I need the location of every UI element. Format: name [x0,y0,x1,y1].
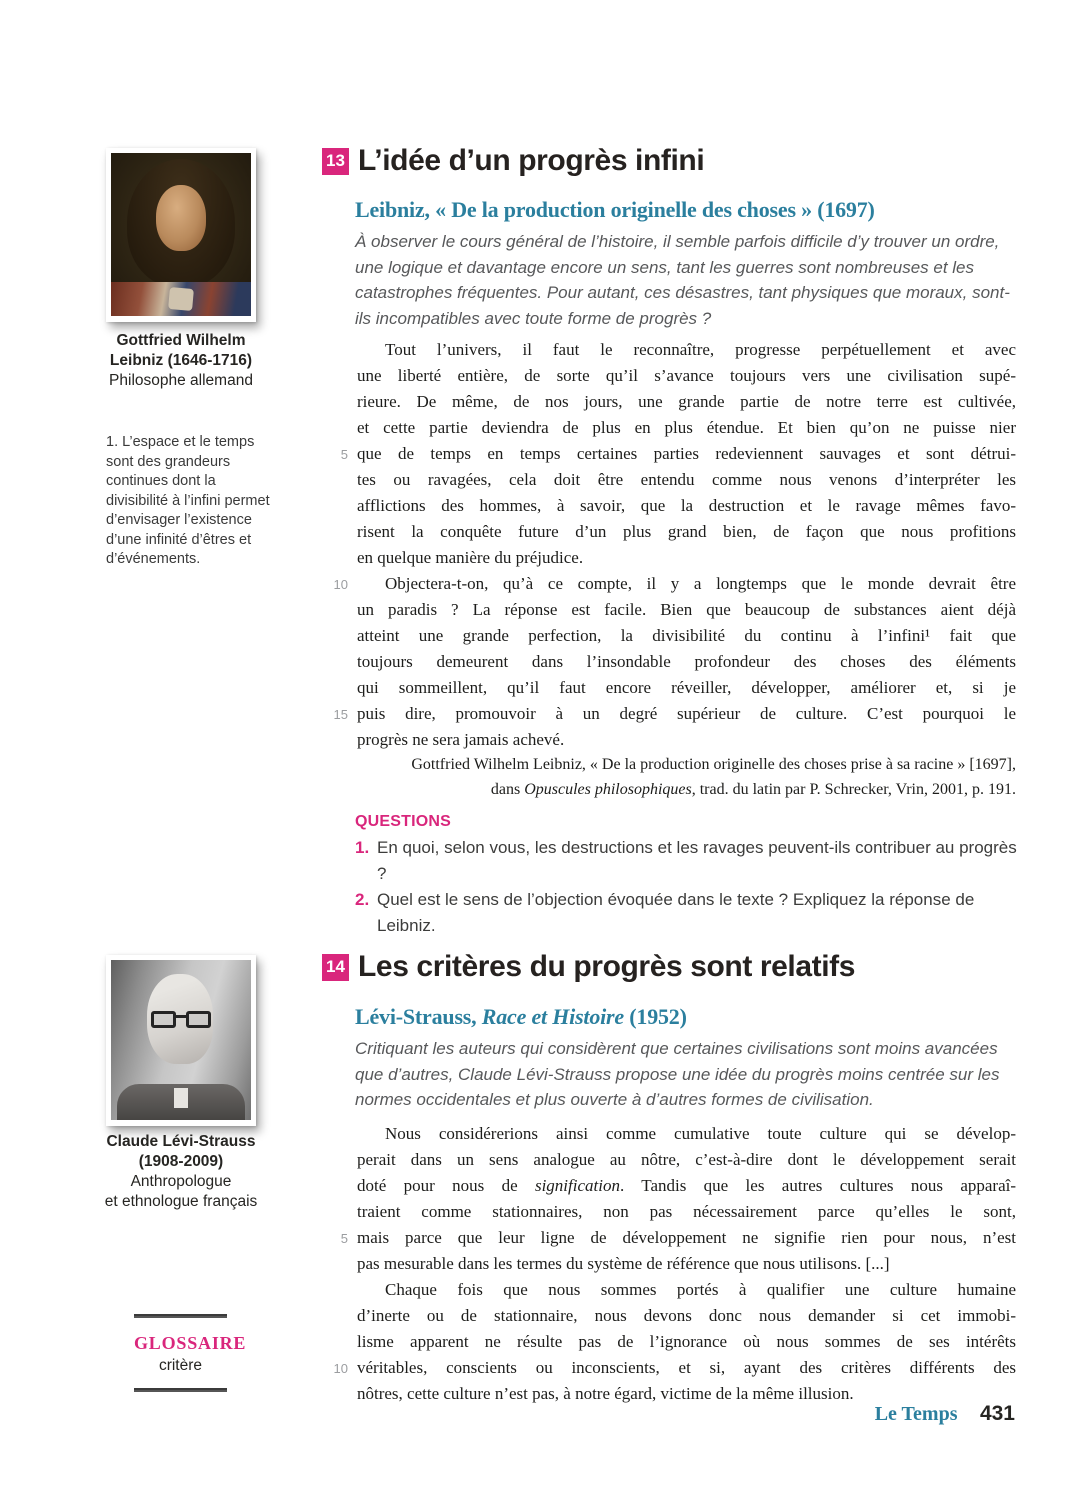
excerpt-line [322,1355,1016,1381]
excerpt-line [322,415,1016,441]
line-number: 5 [340,447,348,462]
line-number [322,675,348,701]
excerpt-line [322,441,1016,467]
excerpt-line-text: traient comme stationnaires, non pas nécessairement parce qu’elles le sont, [357,1202,1016,1221]
caption-name-line: Gottfried Wilhelm [116,332,246,349]
line-number [322,649,348,675]
excerpt-line-text: mais parce que leur ligne de développement ne signifie rien pour nous, n’est [357,1228,1016,1247]
line-number: 15 [333,707,348,722]
doc-13-header [322,144,704,178]
line-number [322,1121,348,1147]
line-number [322,545,348,571]
doc-13-number-badge: 13 [322,148,349,175]
glasses-bridge [176,1015,186,1018]
line-number [322,493,348,519]
caption-role-line: Anthropologue [130,1173,232,1190]
excerpt-line-text: perait dans un sens analogue au nôtre, c’est-à-dire dont le développement serait [357,1150,1016,1169]
levi-strauss-caption-name [95,1132,267,1172]
line-number [322,389,348,415]
glasses-left-lens [151,1011,176,1028]
levi-strauss-caption-role [95,1172,267,1212]
glossary-top-rule [134,1314,227,1318]
leibniz-caption-name [95,331,267,371]
footer-page-number: 431 [979,1402,1015,1425]
line-number [322,363,348,389]
excerpt-line [322,1121,1016,1147]
line-number [322,337,348,363]
excerpt-line [322,1329,1016,1355]
caption-name-line: Leibniz (1646-1716) [109,352,253,369]
doc-14-excerpt [322,1121,1016,1407]
excerpt-line-text: progrès ne sera jamais achevé. [357,730,565,749]
leibniz-caption-role [95,371,267,391]
doc-13-source-heading: Leibniz, « De la production originelle des choses » (1697) [355,197,875,222]
excerpt-line-text: véritables, conscients ou inconscients, et si, ayant des critères différents des [357,1358,1016,1377]
excerpt-line-text: qui sommeillent, qu’il faut encore réveiller, développer, améliorer et, si je [357,678,1016,697]
excerpt-line-text: Nous considérerions ainsi comme cumulative toute culture qui se dévelop- [385,1124,1016,1143]
excerpt-line [322,701,1016,727]
excerpt-line [322,1199,1016,1225]
glossary-term: critère [158,1357,203,1374]
line-number [322,597,348,623]
caption-name-line: Claude Lévi-Strauss [106,1133,256,1150]
excerpt-line-text: Chaque fois que nous sommes portés à qualifier une culture humaine [385,1280,1016,1299]
line-number [322,1329,348,1355]
excerpt-line [322,337,1016,363]
doc-13-excerpt [322,337,1016,753]
excerpt-line [322,727,1016,753]
excerpt-line [322,623,1016,649]
excerpt-line [322,389,1016,415]
excerpt-line [322,1303,1016,1329]
citation-line: Gottfried Wilhelm Leibniz, « De la production originelle des choses prise à sa racine » [1697], [411,756,1016,773]
line-number [322,1147,348,1173]
question-text: En quoi, selon vous, les destructions et les ravages peuvent-ils contribuer au progrès ? [377,838,1017,883]
excerpt-line [322,1277,1016,1303]
question-item [355,887,1019,939]
question-item [355,835,1019,887]
line-number: 10 [333,577,348,592]
doc-13-title: L’idée d’un progrès infini [358,144,705,177]
line-number [322,1251,348,1277]
doc-14-header [322,950,855,984]
excerpt-line-text: afflictions des hommes, à savoir, que la destruction et le ravage mêmes favo- [357,496,1016,515]
excerpt-line-text: rieure. De même, de nos jours, une grande partie de notre terre est cultivée, [357,392,1016,411]
caption-role-line: et ethnologue français [104,1193,258,1210]
excerpt-line [322,545,1016,571]
line-number [322,467,348,493]
doc-13-questions [355,813,1019,939]
portrait-collar-shape [174,1088,188,1108]
doc-14-number-badge: 14 [322,954,349,981]
line-number [322,519,348,545]
excerpt-line [322,1225,1016,1251]
line-number [322,415,348,441]
excerpt-line-text: Objectera-t-on, qu’à ce compte, il y a longtemps que le monde devrait être [385,574,1016,593]
questions-label: QUESTIONS [355,813,452,830]
excerpt-line-text: nôtres, cette culture n’est pas, à notre égard, victime de la même illusion. [357,1384,854,1403]
line-number [322,1199,348,1225]
excerpt-line [322,1147,1016,1173]
doc-14-source-heading: Lévi-Strauss, Race et Histoire (1952) [355,1004,687,1029]
excerpt-line-text: et cette partie deviendra de plus en plus étendue. Et bien qu’on ne puisse nier [357,418,1016,437]
leibniz-portrait-image [111,153,251,316]
glossary-block [134,1314,247,1392]
excerpt-line-text: risent la conquête future d’un plus grand bien, de façon que nous profitions [357,522,1016,541]
excerpt-line [322,363,1016,389]
citation-line: dans Opuscules philosophiques, trad. du latin par P. Schrecker, Vrin, 2001, p. 191. [490,781,1016,798]
footnote-1-definition: 1. L’espace et le temps sont des grandeurs continues dont la divisibilité à l’infini permet d’envisager l’existence d’une infinité d’êtres et d’événements. [106,434,270,567]
footer-chapter-label: Le Temps [874,1403,958,1425]
question-number: 1. [355,838,370,857]
excerpt-line-text: une liberté entière, de sorte qu’il s’avance toujours vers une civilisation supé- [357,366,1016,385]
leibniz-portrait-frame [106,148,256,322]
line-number [322,727,348,753]
question-text: Quel est le sens de l’objection évoquée dans le texte ? Expliquez la réponse de Leibniz. [377,890,975,935]
doc-13-citation [300,752,1016,802]
excerpt-line-text: un paradis ? La réponse est facile. Bien que beaucoup de substances aient déjà [357,600,1016,619]
excerpt-line-text: d’inerte ou de stationnaire, nous devons donc nous demander si cet immobi- [357,1306,1016,1325]
excerpt-line [322,675,1016,701]
excerpt-line [322,571,1016,597]
glasses-shape [151,1011,211,1031]
levi-strauss-portrait-frame [106,955,256,1126]
excerpt-line [322,519,1016,545]
excerpt-line-text: tes ou ravagées, cela doit être entendu comme nous venons d’interpréter les [357,470,1016,489]
excerpt-line [322,649,1016,675]
excerpt-line [322,597,1016,623]
excerpt-line-text: en quelque manière du préjudice. [357,548,584,567]
excerpt-line [322,493,1016,519]
page-footer [322,1402,1015,1426]
line-number [322,623,348,649]
portrait-cravat-shape [168,287,194,311]
caption-name-line: (1908-2009) [138,1153,224,1170]
line-number [322,1173,348,1199]
excerpt-line-text: Tout l’univers, il faut le reconnaître, progresse perpétuellement et avec [385,340,1016,359]
excerpt-line-text: toujours demeurent dans l’insondable profondeur des choses des éléments [357,652,1016,671]
line-number [322,1277,348,1303]
line-number: 5 [340,1231,348,1246]
leibniz-caption [95,331,267,391]
question-number: 2. [355,890,370,909]
caption-role-line: Philosophe allemand [109,372,253,389]
excerpt-line [322,1251,1016,1277]
levi-strauss-portrait-image [111,960,251,1120]
excerpt-line-text: atteint une grande perfection, la divisibilité du continu à l’infini¹ fait que [357,626,1016,645]
excerpt-line-text: pas mesurable dans les termes du système de référence que nous utilisons. [...] [357,1254,890,1273]
line-number [322,1303,348,1329]
line-number: 10 [333,1361,348,1376]
doc-13-chapeau: À observer le cours général de l’histoire, il semble parfois difficile d’y trouver un ordre, une logique et davantage encore un sens, tant les guerres sont nombreuses et les catastrophes fréquentes. Pour autant, ces désastres, tant physiques que moraux, sont-ils incompatibles avec toute forme de progrès ? [355,232,1010,328]
excerpt-line-text: que de temps en temps certaines parties redeviennent sauvages et sont détrui- [357,444,1016,463]
excerpt-line-text: doté pour nous de signification. Tandis que les autres cultures nous apparaî- [357,1176,1016,1195]
excerpt-line-text: lisme apparent ne résulte pas de l’ignorance où nous sommes de ses intérêts [357,1332,1016,1351]
excerpt-line-text: puis dire, promouvoir à un degré supérieur de culture. C’est pourquoi le [357,704,1016,723]
portrait-face-shape [156,185,206,251]
glasses-right-lens [186,1011,211,1028]
levi-strauss-caption [95,1132,267,1212]
glossary-label: GLOSSAIRE [134,1333,247,1353]
excerpt-line [322,1173,1016,1199]
doc-14-title: Les critères du progrès sont relatifs [358,950,856,983]
glossary-bottom-rule [134,1388,227,1392]
excerpt-line [322,467,1016,493]
doc-14-chapeau: Critiquant les auteurs qui considèrent que certaines civilisations sont moins avancées que d’autres, Claude Lévi-Strauss propose une idée du progrès moins centrée sur les normes occidentales et plus ouverte à d’autres formes de civilisation. [355,1039,1000,1109]
